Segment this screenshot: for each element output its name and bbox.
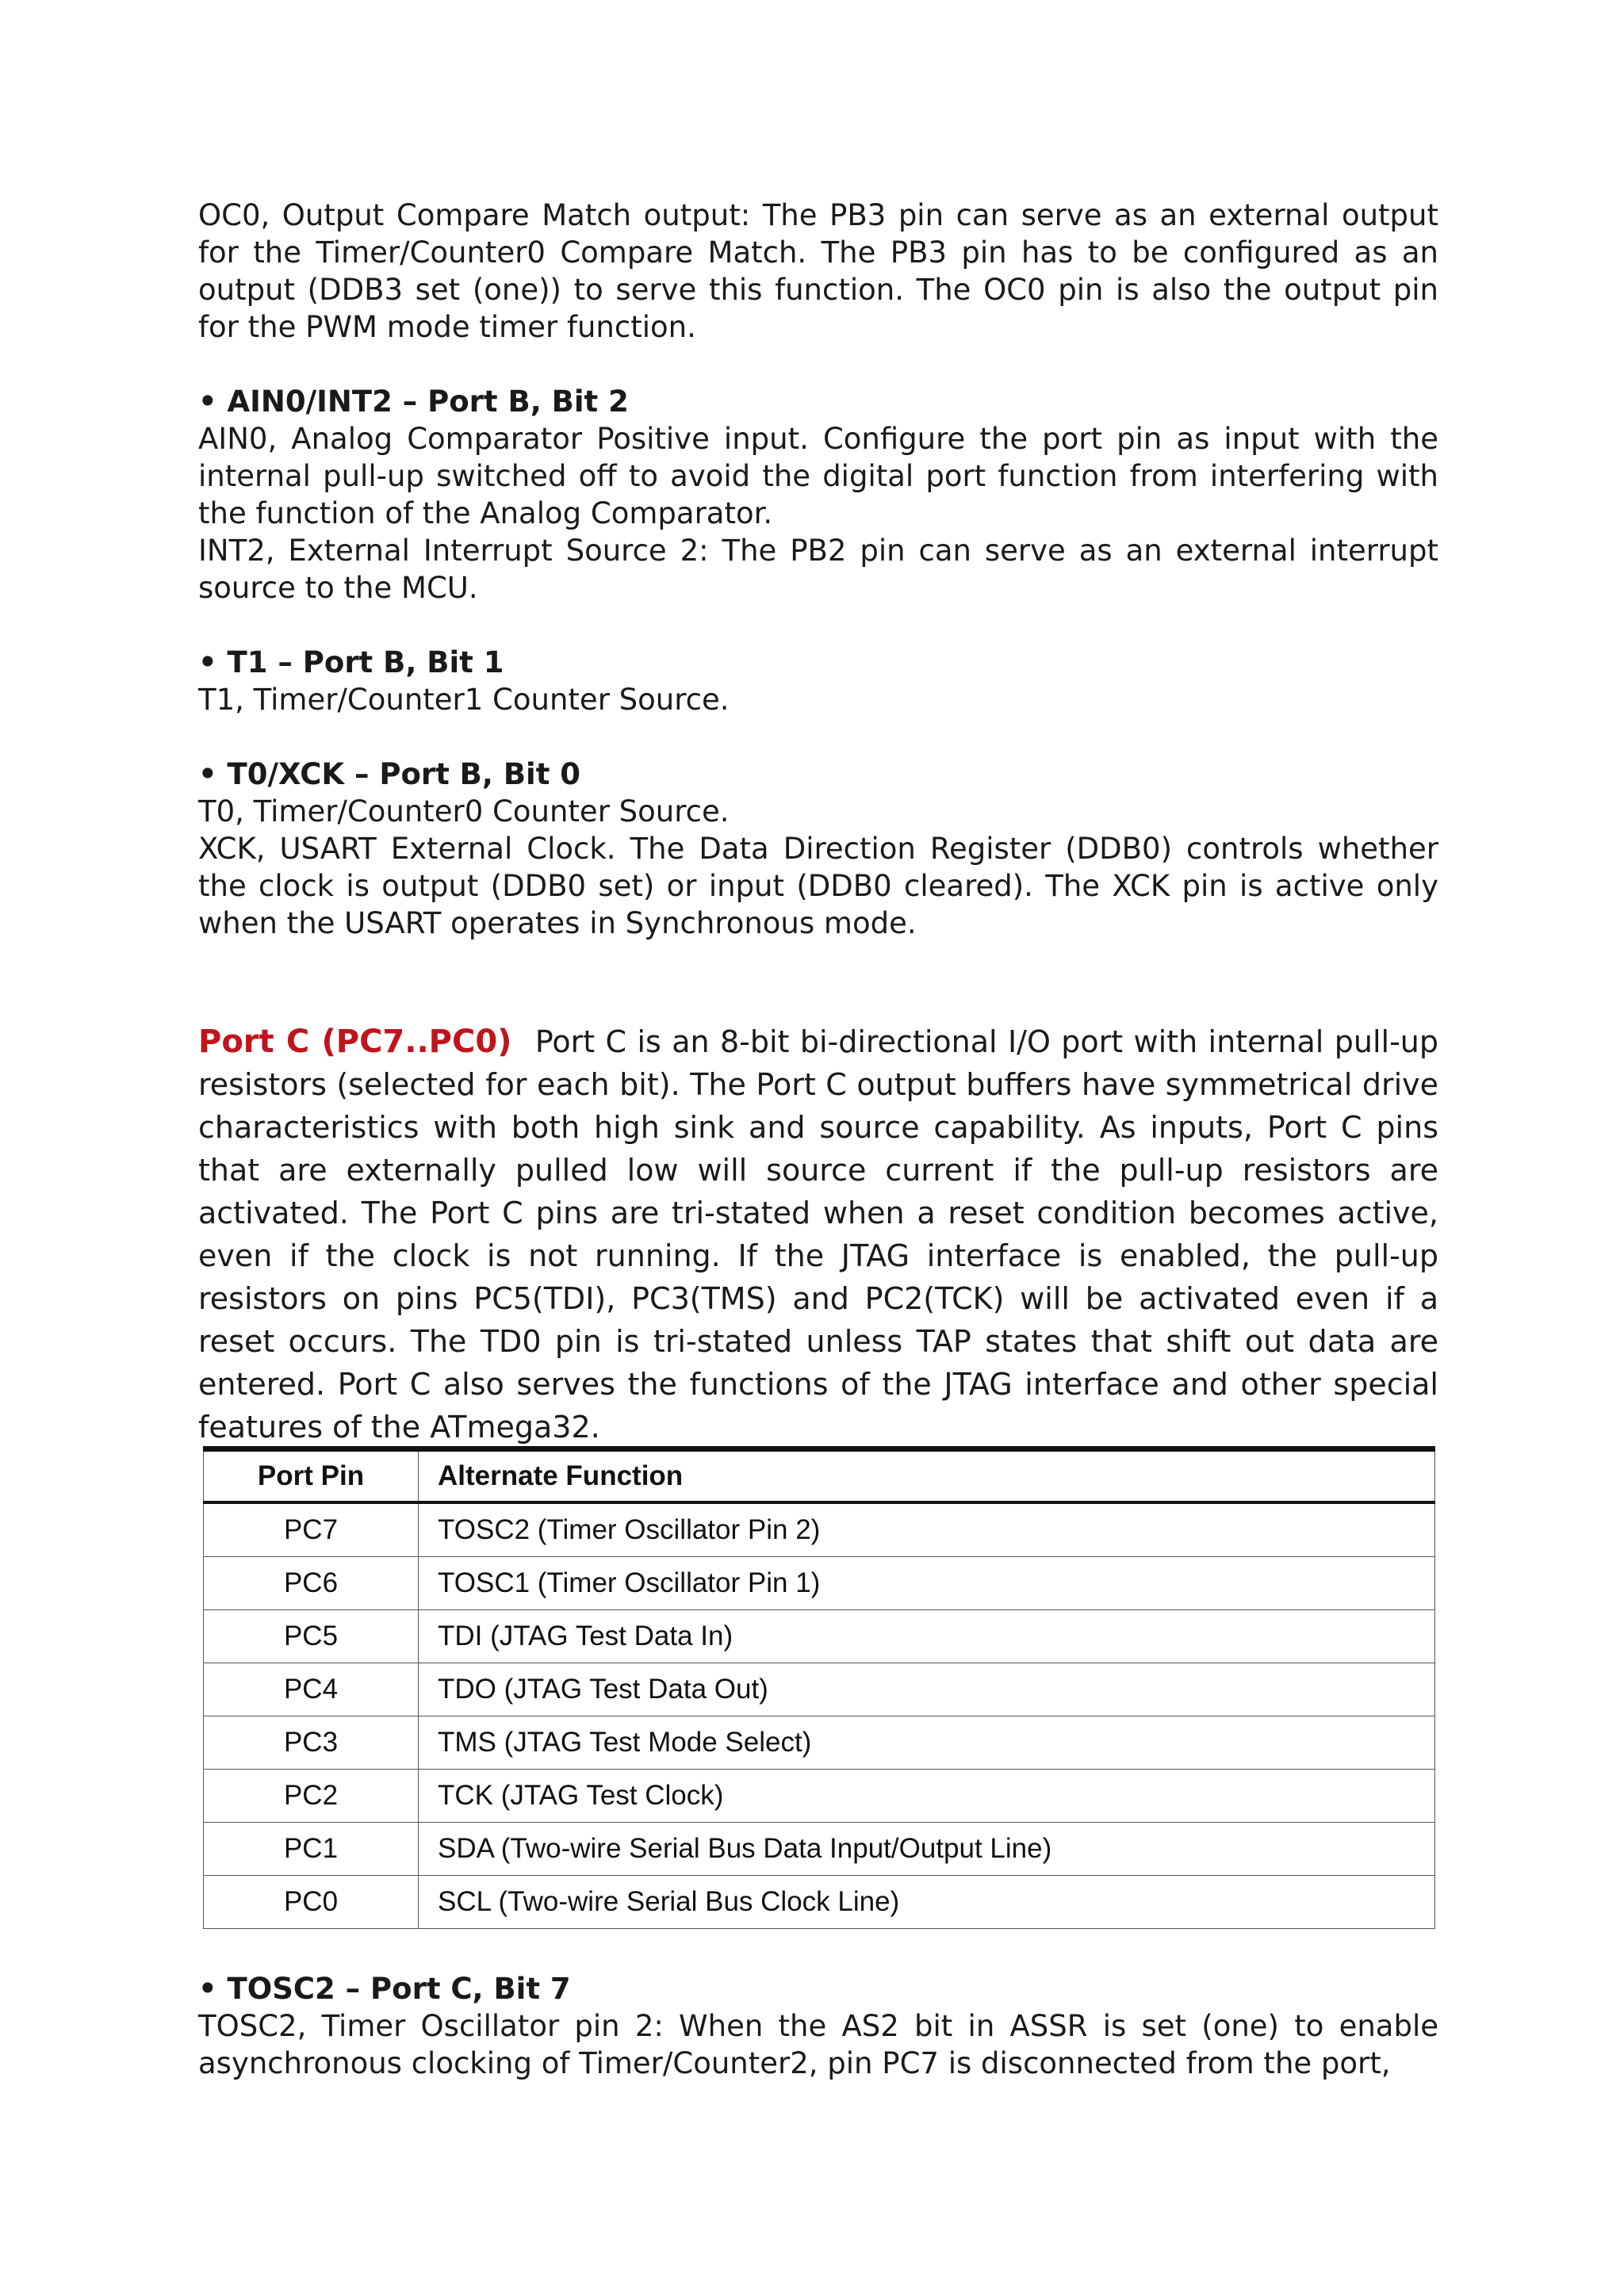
table-row (204, 1610, 1435, 1663)
pin-cell: PC1 (204, 1823, 419, 1876)
header-alternate-function: Alternate Function (419, 1449, 1435, 1503)
pin-cell: PC0 (204, 1876, 419, 1929)
function-cell: SCL (Two-wire Serial Bus Clock Line) (419, 1876, 1435, 1929)
int2-paragraph: INT2, External Interrupt Source 2: The PB2 pin can serve as an external interrupt source to the MCU. (198, 534, 1438, 605)
port-c-text: Port C is an 8-bit bi-directional I/O port with internal pull-up resistors (selected for each bit). The Port C output buffers have symmetrical drive characteristics with both high sink and source capability. As inputs, Port C pins that are externally pulled low will source current if the pull-up resistors are activated. The Port C pins are tri-stated when a reset condition becomes active, even if the clock is not running. If the JTAG interface is enabled, the pull-up resistors on pins PC5(TDI), PC3(TMS) and PC2(TCK) will be activated even if a reset occurs. The TD0 pin is tri-stated unless TAP states that shift out data are entered. Port C also serves the functions of the JTAG interface and other special features of the ATmega32. (198, 1024, 1438, 1445)
table-row (204, 1663, 1435, 1716)
pin-cell: PC5 (204, 1610, 419, 1663)
section-heading-tosc2: • TOSC2 – Port C, Bit 7 (198, 1972, 571, 2006)
function-cell: TDO (JTAG Test Data Out) (419, 1663, 1435, 1716)
port-c-title: Port C (PC7..PC0) (198, 1024, 512, 1060)
header-port-pin: Port Pin (204, 1449, 419, 1503)
section-heading-t0-xck: • T0/XCK – Port B, Bit 0 (198, 757, 581, 791)
pin-cell: PC2 (204, 1770, 419, 1823)
pin-cell: PC3 (204, 1716, 419, 1770)
t1-paragraph: T1, Timer/Counter1 Counter Source. (198, 683, 730, 717)
table-row (204, 1557, 1435, 1610)
function-cell: SDA (Two-wire Serial Bus Data Input/Output Line) (419, 1823, 1435, 1876)
section-heading-ain0-int2: • AIN0/INT2 – Port B, Bit 2 (198, 385, 629, 419)
ain0-paragraph: AIN0, Analog Comparator Positive input. Configure the port pin as input with the internal pull-up switched off to avoid the digital port function from interfering with the function of the Analog Comparator. (198, 422, 1438, 530)
function-cell: TOSC2 (Timer Oscillator Pin 2) (419, 1502, 1435, 1557)
function-cell: TCK (JTAG Test Clock) (419, 1770, 1435, 1823)
tosc2-section (198, 1970, 1438, 2082)
document-page (198, 197, 1438, 1479)
table-header-row (204, 1449, 1435, 1503)
oc0-paragraph: OC0, Output Compare Match output: The PB3 pin can serve as an external output for the Timer/Counter0 Compare Match. The PB3 pin has to be configured as an output (DDB3 set (one)) to serve this function. The OC0 pin is also the output pin for the PWM mode timer function. (198, 198, 1438, 344)
table-row (204, 1823, 1435, 1876)
table-row (204, 1716, 1435, 1770)
table-row (204, 1502, 1435, 1557)
pin-cell: PC6 (204, 1557, 419, 1610)
port-c-paragraph (198, 1020, 1438, 1448)
pin-cell: PC4 (204, 1663, 419, 1716)
xck-paragraph: XCK, USART External Clock. The Data Direction Register (DDB0) controls whether the clock is output (DDB0 set) or input (DDB0 cleared). The XCK pin is active only when the USART operates in Synchronous mode. (198, 832, 1438, 940)
table-row (204, 1876, 1435, 1929)
function-cell: TDI (JTAG Test Data In) (419, 1610, 1435, 1663)
t0-paragraph: T0, Timer/Counter0 Counter Source. (198, 794, 730, 828)
table-row (204, 1770, 1435, 1823)
port-c-alternate-function-table (203, 1446, 1435, 1929)
pin-cell: PC7 (204, 1502, 419, 1557)
section-heading-t1: • T1 – Port B, Bit 1 (198, 645, 504, 679)
function-cell: TOSC1 (Timer Oscillator Pin 1) (419, 1557, 1435, 1610)
function-cell: TMS (JTAG Test Mode Select) (419, 1716, 1435, 1770)
tosc2-paragraph: TOSC2, Timer Oscillator pin 2: When the AS2 bit in ASSR is set (one) to enable asynchronous clocking of Timer/Counter2, pin PC7 is disconnected from the port, (198, 2009, 1438, 2080)
